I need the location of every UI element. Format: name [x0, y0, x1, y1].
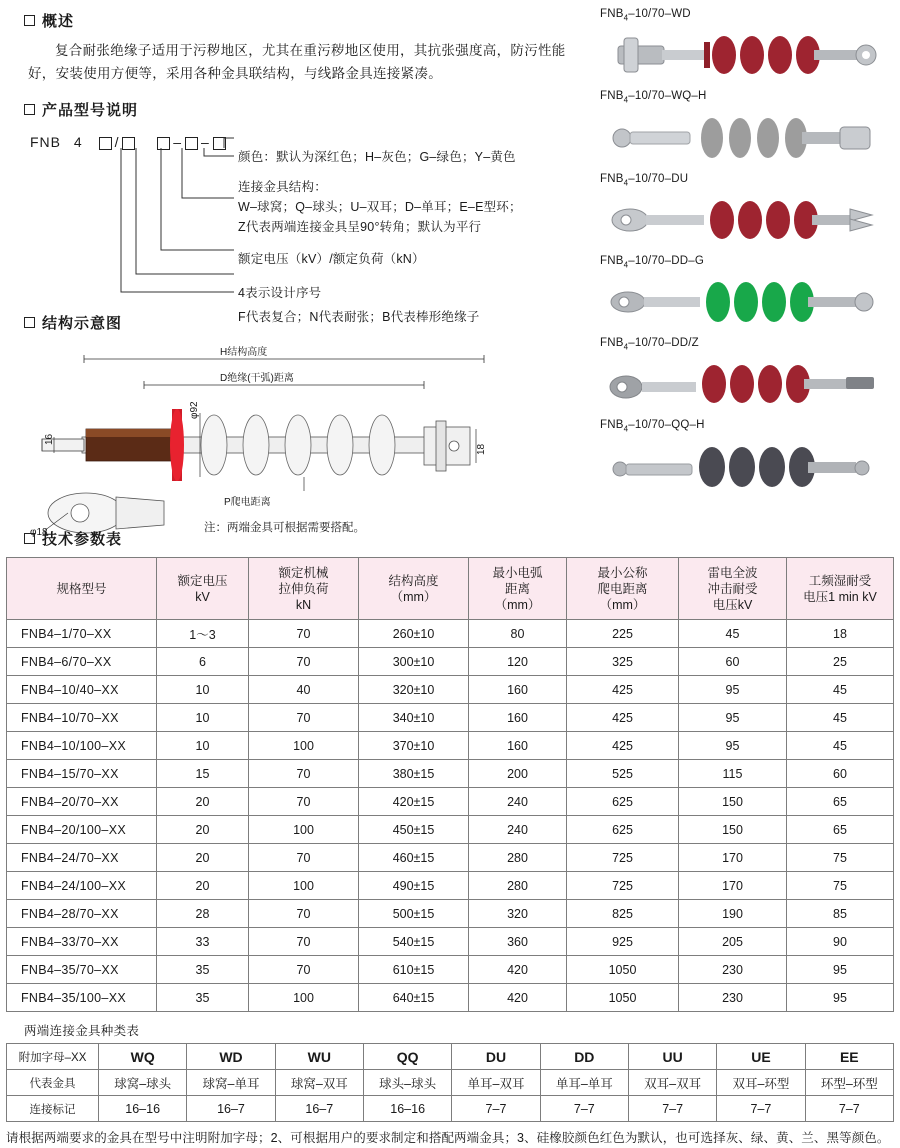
- product-label-sub: 4: [623, 342, 629, 352]
- table-row: [7, 704, 894, 732]
- table-cell: FNB4–33/70–XX: [7, 928, 157, 956]
- product-label-rest: –10/70–DD/Z: [628, 337, 699, 350]
- table-cell: 95: [787, 984, 894, 1012]
- table-cell: 35: [157, 984, 249, 1012]
- params-heading: [24, 528, 894, 549]
- fittings-cell: 16–7: [187, 1096, 275, 1122]
- table-cell: FNB4–35/70–XX: [7, 956, 157, 984]
- product-label-prefix: FNB: [600, 419, 624, 432]
- table-row: [7, 620, 894, 648]
- table-cell: 20: [157, 788, 249, 816]
- product-label-sub: 4: [623, 177, 629, 187]
- table-cell: 10: [157, 704, 249, 732]
- table-cell: 150: [679, 816, 787, 844]
- table-cell: 340±10: [359, 704, 469, 732]
- label-h: H结构高度: [220, 347, 268, 358]
- col-creepage: 最小公称 爬电距离 （mm）: [567, 558, 679, 620]
- table-cell: 40: [249, 676, 359, 704]
- table-cell: 380±15: [359, 760, 469, 788]
- label-d: D绝缘(干弧)距离: [220, 373, 294, 384]
- table-cell: FNB4–10/70–XX: [7, 704, 157, 732]
- fittings-cell: DU: [452, 1044, 540, 1070]
- structure-diagram: [24, 341, 590, 551]
- fittings-cell: QQ: [363, 1044, 451, 1070]
- table-cell: 90: [787, 928, 894, 956]
- table-cell: 170: [679, 872, 787, 900]
- table-cell: 70: [249, 928, 359, 956]
- table-cell: 360: [469, 928, 567, 956]
- fittings-cell: 单耳–单耳: [540, 1070, 628, 1096]
- col-load: 额定机械 拉伸负荷 kN: [249, 558, 359, 620]
- fittings-cell: 7–7: [628, 1096, 716, 1122]
- col-lightning: 雷电全波 冲击耐受 电压kV: [679, 558, 787, 620]
- col-wet: 工频湿耐受 电压1 min kV: [787, 558, 894, 620]
- table-cell: 20: [157, 844, 249, 872]
- table-cell: 75: [787, 872, 894, 900]
- model-code-diagram: [24, 126, 590, 326]
- product-item: [600, 173, 888, 251]
- model-digit: 4: [73, 134, 83, 150]
- table-row: [7, 844, 894, 872]
- legend-fitting-z: Z代表两端连接金具呈90°转角；默认为平行: [238, 220, 482, 234]
- table-cell: 70: [249, 620, 359, 648]
- table-cell: 420: [469, 984, 567, 1012]
- legend-fitting-title: 连接金具结构：: [238, 180, 327, 194]
- product-label-prefix: FNB: [600, 90, 624, 103]
- fittings-row-label: 代表金具: [7, 1070, 99, 1096]
- table-cell: 420: [469, 956, 567, 984]
- table-cell: 425: [567, 676, 679, 704]
- table-cell: 115: [679, 760, 787, 788]
- table-cell: 640±15: [359, 984, 469, 1012]
- table-header-row: [7, 558, 894, 620]
- table-cell: 230: [679, 984, 787, 1012]
- col-model: 规格型号: [7, 558, 157, 620]
- fittings-cell: 球窝–双耳: [275, 1070, 363, 1096]
- fittings-cell: UU: [628, 1044, 716, 1070]
- model-code-string: FNB 4 / – –: [30, 134, 227, 150]
- table-cell: 540±15: [359, 928, 469, 956]
- table-cell: 80: [469, 620, 567, 648]
- table-cell: 28: [157, 900, 249, 928]
- table-cell: 95: [787, 956, 894, 984]
- table-cell: 60: [787, 760, 894, 788]
- table-cell: 85: [787, 900, 894, 928]
- fittings-cell: 双耳–双耳: [628, 1070, 716, 1096]
- product-image: [600, 353, 888, 415]
- table-cell: 225: [567, 620, 679, 648]
- parameters-section: [6, 528, 894, 1148]
- table-cell: 6: [157, 648, 249, 676]
- table-cell: FNB4–24/70–XX: [7, 844, 157, 872]
- product-label-rest: –10/70–DD–G: [628, 254, 704, 267]
- fittings-cell: DD: [540, 1044, 628, 1070]
- table-cell: 160: [469, 676, 567, 704]
- fittings-table-body: [7, 1044, 894, 1122]
- footnote-text: 请根据两端要求的金具在型号中注明附加字母；2、可根据用户的要求制定和搭配两端金具；3、硅橡胶颜色红色为默认，也可选择灰、绿、黄、兰、黑等颜色。: [6, 1131, 890, 1145]
- table-cell: 240: [469, 788, 567, 816]
- fittings-cell: 16–16: [363, 1096, 451, 1122]
- table-cell: 20: [157, 816, 249, 844]
- table-cell: FNB4–6/70–XX: [7, 648, 157, 676]
- col-height: 结构高度 （mm）: [359, 558, 469, 620]
- table-cell: 280: [469, 872, 567, 900]
- left-column: [24, 10, 590, 551]
- table-cell: FNB4–28/70–XX: [7, 900, 157, 928]
- table-cell: FNB4–20/70–XX: [7, 788, 157, 816]
- table-row: [7, 956, 894, 984]
- table-cell: FNB4–20/100–XX: [7, 816, 157, 844]
- table-cell: 425: [567, 732, 679, 760]
- table-row: [7, 648, 894, 676]
- table-cell: 280: [469, 844, 567, 872]
- table-cell: 150: [679, 788, 787, 816]
- table-cell: 725: [567, 872, 679, 900]
- fittings-title: 两端连接金具种类表: [24, 1024, 140, 1038]
- structure-title: 结构示意图: [42, 315, 123, 332]
- fittings-row: [7, 1044, 894, 1070]
- parameters-table-body: [7, 620, 894, 1012]
- product-label: [600, 173, 888, 187]
- table-cell: 10: [157, 732, 249, 760]
- table-cell: 320±10: [359, 676, 469, 704]
- table-cell: 100: [249, 816, 359, 844]
- table-cell: 190: [679, 900, 787, 928]
- fittings-cell: 16–7: [275, 1096, 363, 1122]
- table-cell: FNB4–24/100–XX: [7, 872, 157, 900]
- legend-voltage-load: 额定电压（kV）/额定负荷（kN）: [238, 252, 425, 266]
- table-cell: 1050: [567, 984, 679, 1012]
- table-cell: 45: [787, 676, 894, 704]
- model-heading: [24, 99, 590, 120]
- table-cell: 20: [157, 872, 249, 900]
- product-label-rest: –10/70–DU: [628, 172, 689, 185]
- legend-fitting-codes: W–球窝；Q–球头；U–双耳；D–单耳；E–E型环；: [238, 200, 522, 214]
- fittings-cell: UE: [717, 1044, 805, 1070]
- table-cell: 200: [469, 760, 567, 788]
- product-label-prefix: FNB: [600, 8, 624, 20]
- table-cell: 420±15: [359, 788, 469, 816]
- params-title: 技术参数表: [42, 531, 123, 548]
- table-cell: 65: [787, 788, 894, 816]
- product-label: [600, 337, 888, 351]
- product-image: [600, 271, 888, 333]
- product-item: [600, 8, 888, 86]
- table-cell: 95: [679, 676, 787, 704]
- table-cell: 260±10: [359, 620, 469, 648]
- product-image: [600, 189, 888, 251]
- fittings-cell: 双耳–环型: [717, 1070, 805, 1096]
- table-row: [7, 984, 894, 1012]
- table-cell: 725: [567, 844, 679, 872]
- table-cell: 70: [249, 900, 359, 928]
- table-cell: 825: [567, 900, 679, 928]
- table-cell: 70: [249, 648, 359, 676]
- fittings-cell: 7–7: [717, 1096, 805, 1122]
- table-cell: 120: [469, 648, 567, 676]
- table-cell: 65: [787, 816, 894, 844]
- fittings-cell: 16–16: [99, 1096, 187, 1122]
- table-row: [7, 900, 894, 928]
- fittings-cell: 7–7: [452, 1096, 540, 1122]
- label-phi92: φ92: [189, 401, 200, 419]
- product-label-prefix: FNB: [600, 172, 624, 185]
- table-cell: FNB4–15/70–XX: [7, 760, 157, 788]
- bullet-square-icon: [24, 104, 35, 115]
- product-item: [600, 90, 888, 168]
- fittings-row-label: 连接标记: [7, 1096, 99, 1122]
- label-left-16: 16: [44, 433, 55, 445]
- table-cell: 205: [679, 928, 787, 956]
- table-cell: 325: [567, 648, 679, 676]
- structure-drawing: [24, 341, 584, 541]
- table-cell: 100: [249, 872, 359, 900]
- table-cell: 1050: [567, 956, 679, 984]
- fittings-cell: 球窝–球头: [99, 1070, 187, 1096]
- table-cell: 100: [249, 732, 359, 760]
- table-cell: 10: [157, 676, 249, 704]
- table-row: [7, 788, 894, 816]
- table-row: [7, 928, 894, 956]
- table-cell: 240: [469, 816, 567, 844]
- table-cell: 18: [787, 620, 894, 648]
- fittings-cell: 7–7: [805, 1096, 893, 1122]
- table-cell: 610±15: [359, 956, 469, 984]
- product-label: [600, 419, 888, 433]
- model-prefix: FNB: [30, 134, 61, 150]
- table-cell: 95: [679, 732, 787, 760]
- structure-note: 注：两端金具可根据需要搭配。: [204, 522, 365, 534]
- table-cell: 300±10: [359, 648, 469, 676]
- fittings-cell: 单耳–双耳: [452, 1070, 540, 1096]
- product-label: [600, 90, 888, 104]
- product-label-sub: 4: [623, 260, 629, 270]
- product-image: [600, 24, 888, 86]
- label-phi18: φ18: [30, 527, 48, 538]
- fittings-cell: 球窝–单耳: [187, 1070, 275, 1096]
- table-cell: 370±10: [359, 732, 469, 760]
- label-right-18: 18: [476, 443, 487, 455]
- product-label-sub: 4: [623, 95, 629, 105]
- legend-color: 颜色：默认为深红色；H–灰色；G–绿色；Y–黄色: [238, 150, 516, 164]
- product-label-sub: 4: [623, 13, 629, 23]
- product-item: [600, 419, 888, 497]
- table-cell: 525: [567, 760, 679, 788]
- table-cell: FNB4–1/70–XX: [7, 620, 157, 648]
- table-cell: 460±15: [359, 844, 469, 872]
- fittings-cell: WQ: [99, 1044, 187, 1070]
- product-label-prefix: FNB: [600, 254, 624, 267]
- table-cell: 425: [567, 704, 679, 732]
- table-cell: 1～3: [157, 620, 249, 648]
- product-label: [600, 8, 888, 22]
- model-title: 产品型号说明: [42, 102, 139, 119]
- bullet-square-icon: [24, 533, 35, 544]
- fittings-cell: 7–7: [540, 1096, 628, 1122]
- table-cell: 45: [679, 620, 787, 648]
- product-label-prefix: FNB: [600, 337, 624, 350]
- legend-design-no: 4表示设计序号: [238, 286, 322, 300]
- table-cell: 15: [157, 760, 249, 788]
- table-cell: 70: [249, 788, 359, 816]
- table-cell: 45: [787, 704, 894, 732]
- fittings-row: [7, 1070, 894, 1096]
- table-cell: 45: [787, 732, 894, 760]
- product-label: [600, 255, 888, 269]
- table-row: [7, 816, 894, 844]
- fittings-cell: 球头–球头: [363, 1070, 451, 1096]
- fittings-table: [6, 1043, 894, 1122]
- table-cell: 70: [249, 704, 359, 732]
- product-image: [600, 436, 888, 498]
- col-arc: 最小电弧 距离 （mm）: [469, 558, 567, 620]
- product-label-rest: –10/70–QQ–H: [628, 419, 705, 432]
- table-row: [7, 872, 894, 900]
- product-label-rest: –10/70–WQ–H: [628, 90, 707, 103]
- product-item: [600, 255, 888, 333]
- table-cell: 170: [679, 844, 787, 872]
- table-cell: 60: [679, 648, 787, 676]
- table-cell: 160: [469, 732, 567, 760]
- col-voltage: 额定电压 kV: [157, 558, 249, 620]
- table-cell: 625: [567, 816, 679, 844]
- table-row: [7, 676, 894, 704]
- table-cell: 230: [679, 956, 787, 984]
- table-cell: 75: [787, 844, 894, 872]
- fittings-row: [7, 1096, 894, 1122]
- product-label-sub: 4: [623, 424, 629, 434]
- table-cell: 625: [567, 788, 679, 816]
- legend-letters: F代表复合；N代表耐张；B代表棒形绝缘子: [238, 310, 480, 324]
- product-label-rest: –10/70–WD: [628, 8, 691, 20]
- table-cell: 95: [679, 704, 787, 732]
- table-cell: 100: [249, 984, 359, 1012]
- table-cell: 25: [787, 648, 894, 676]
- fittings-cell: WD: [187, 1044, 275, 1070]
- fittings-cell: EE: [805, 1044, 893, 1070]
- fittings-row-label: 附加字母–XX: [7, 1044, 99, 1070]
- table-cell: 925: [567, 928, 679, 956]
- table-cell: 70: [249, 760, 359, 788]
- fittings-cell: WU: [275, 1044, 363, 1070]
- table-cell: FNB4–10/40–XX: [7, 676, 157, 704]
- table-cell: 500±15: [359, 900, 469, 928]
- overview-heading: [24, 10, 590, 31]
- overview-title: 概述: [42, 13, 75, 30]
- table-row: [7, 760, 894, 788]
- table-cell: FNB4–35/100–XX: [7, 984, 157, 1012]
- product-image: [600, 107, 888, 169]
- product-item: [600, 337, 888, 415]
- parameters-table: [6, 557, 894, 1012]
- product-gallery: [600, 8, 888, 502]
- table-row: [7, 732, 894, 760]
- table-cell: 70: [249, 844, 359, 872]
- table-cell: 70: [249, 956, 359, 984]
- table-cell: 490±15: [359, 872, 469, 900]
- table-cell: 450±15: [359, 816, 469, 844]
- table-cell: 35: [157, 956, 249, 984]
- overview-text: 复合耐张绝缘子适用于污秽地区，尤其在重污秽地区使用，其抗张强度高，防污性能好，安装使用方便等，采用各种金具联结构，与线路金具连接紧凑。: [28, 43, 566, 81]
- table-cell: 320: [469, 900, 567, 928]
- table-cell: 160: [469, 704, 567, 732]
- bullet-square-icon: [24, 15, 35, 26]
- label-p: P爬电距离: [224, 497, 271, 508]
- table-cell: FNB4–10/100–XX: [7, 732, 157, 760]
- fittings-cell: 环型–环型: [805, 1070, 893, 1096]
- table-cell: 33: [157, 928, 249, 956]
